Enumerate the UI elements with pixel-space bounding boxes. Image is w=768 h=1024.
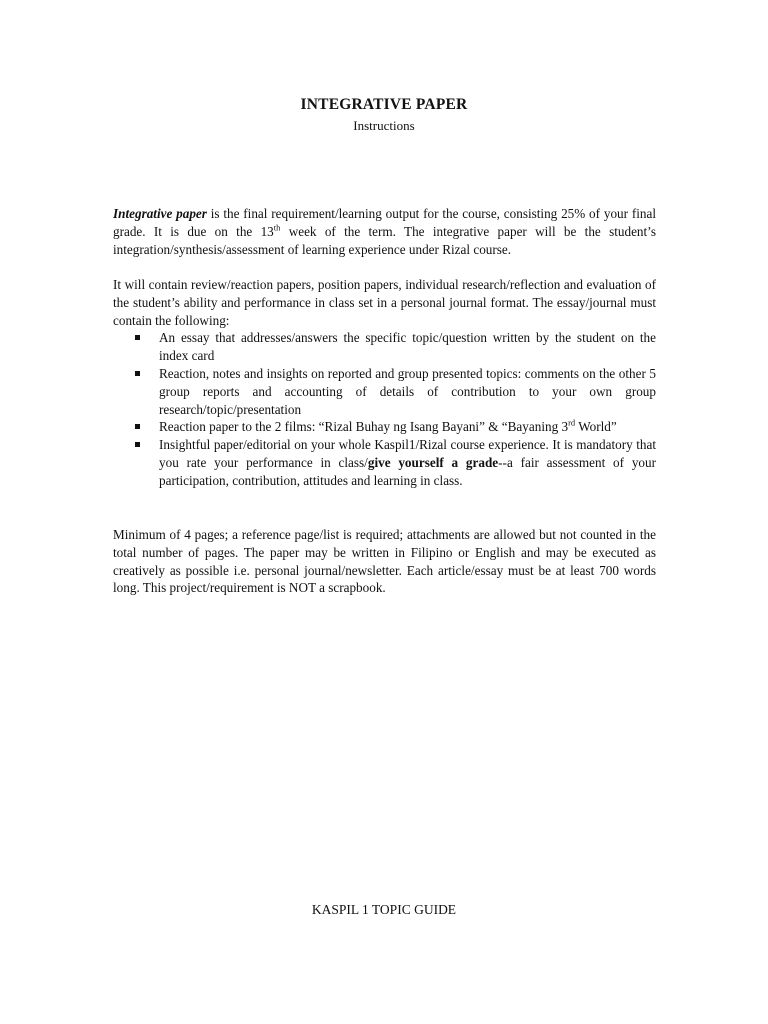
topic-guide-heading: KASPIL 1 TOPIC GUIDE <box>311 902 457 917</box>
contents-paragraph: It will contain review/reaction papers, position papers, individual research/reflection and evaluation of the student’s ability and performance in class set in a personal journal format. The essay/journal must contain the following: <box>113 277 656 328</box>
list-item <box>113 418 656 436</box>
requirement-text: Insightful paper/editorial on your whole Kaspil1/Rizal course experience. It is mandatory that you rate your performance in class/ <box>159 437 656 470</box>
contents-section <box>113 276 656 490</box>
list-item <box>113 365 656 418</box>
requirement-text: Reaction paper to the 2 films: “Rizal Buhay ng Isang Bayani” & “Bayaning 3 <box>159 419 569 435</box>
intro-text-b: week of the term. The integrative paper will be the student’s integration/synthesis/assessment of learning experience under Rizal course. <box>113 223 656 257</box>
requirement-superscript: rd <box>568 417 576 428</box>
requirement-text-end: --a fair assessment of your participation, contribution, attitudes and learning in class. <box>159 454 656 488</box>
intro-paragraph <box>113 205 656 258</box>
requirement-text: An essay that addresses/answers the specific topic/question written by the student on the index card <box>159 330 656 364</box>
intro-text-a: is the final requirement/learning output for the course, consisting 25% of your final grade. It is due on the 13 <box>113 206 656 239</box>
intro-superscript: th <box>273 222 281 233</box>
requirement-text-end: World” <box>575 419 617 435</box>
intro-lead-term: Integrative paper <box>113 206 207 221</box>
list-item <box>113 329 656 365</box>
document-title: INTEGRATIVE PAPER <box>300 96 468 113</box>
bullet-icon <box>135 371 140 376</box>
bullet-icon <box>135 335 140 340</box>
format-paragraph: Minimum of 4 pages; a reference page/list is required; attachments are allowed but not counted in the total number of pages. The paper may be written in Filipino or English and may be executed as creatively as possible i.e. personal journal/newsletter. Each article/essay must be at least 700 words long. This project/requirement is NOT a scrapbook. <box>113 527 656 596</box>
requirements-list <box>113 329 656 489</box>
list-item <box>113 436 656 489</box>
requirement-text: Reaction, notes and insights on reported and group presented topics: comments on the other 5 group reports and accounting of details of contribution to your own group research/topic/presentation <box>159 365 656 417</box>
document-subtitle: Instructions <box>353 118 415 133</box>
bullet-icon <box>135 424 140 429</box>
bullet-icon <box>135 442 140 447</box>
requirement-bold-text: give yourself a grade <box>367 454 499 470</box>
